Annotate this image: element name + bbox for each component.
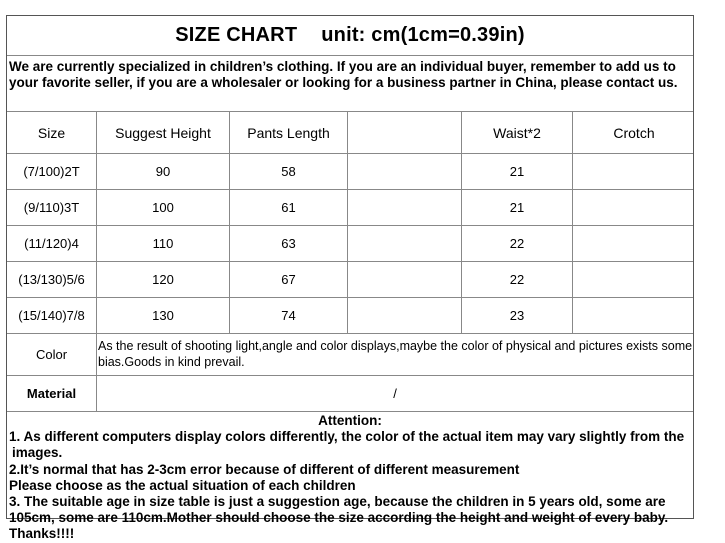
blank-cell <box>348 298 462 333</box>
waist-cell: 22 <box>462 262 573 297</box>
blank-cell <box>348 262 462 297</box>
waist-cell: 21 <box>462 154 573 189</box>
unit-text: unit: cm(1cm=0.39in) <box>321 24 525 46</box>
crotch-cell <box>573 226 695 261</box>
table-row <box>7 262 693 298</box>
blank-cell <box>348 154 462 189</box>
pants-cell: 67 <box>230 262 348 297</box>
title-text: SIZE CHART <box>175 24 298 46</box>
table-row <box>7 154 693 190</box>
header-size: Size <box>7 112 97 153</box>
height-cell: 90 <box>97 154 230 189</box>
size-chart <box>6 15 694 542</box>
height-cell: 120 <box>97 262 230 297</box>
table-row <box>7 226 693 262</box>
chart-title <box>175 24 525 47</box>
header-waist: Waist*2 <box>462 112 573 153</box>
crotch-cell <box>573 298 695 333</box>
attention-line-1: 1. As different computers display colors differently, the color of the actual item may vary slightly from the <box>9 429 685 445</box>
material-label: Material <box>7 376 97 411</box>
height-cell: 130 <box>97 298 230 333</box>
header-crotch: Crotch <box>613 124 655 141</box>
table-header-row <box>7 112 693 154</box>
color-note: As the result of shooting light,angle and color displays,maybe the color of physical and pictures exists some bias.Goods in kind prevail. <box>98 339 693 369</box>
blank-cell <box>348 190 462 225</box>
crotch-cell <box>573 154 695 189</box>
pants-cell: 63 <box>230 226 348 261</box>
pants-cell: 74 <box>230 298 348 333</box>
height-cell: 110 <box>97 226 230 261</box>
title-row <box>7 16 693 56</box>
crotch-cell <box>573 262 695 297</box>
attention-line-1-cont: images. <box>12 445 63 461</box>
color-row <box>7 334 693 376</box>
table-row <box>7 190 693 226</box>
height-cell: 100 <box>97 190 230 225</box>
attention-line-3: Please choose as the actual situation of each children <box>9 477 356 493</box>
waist-cell: 21 <box>462 190 573 225</box>
blank-cell <box>348 226 462 261</box>
color-label: Color <box>7 334 97 375</box>
size-cell: (11/120)4 <box>7 226 97 261</box>
pants-cell: 58 <box>230 154 348 189</box>
attention-section <box>7 412 693 543</box>
size-cell: (7/100)2T <box>7 154 97 189</box>
size-cell: (13/130)5/6 <box>7 262 97 297</box>
size-cell: (15/140)7/8 <box>7 298 97 333</box>
table-row <box>7 298 693 334</box>
material-row <box>7 376 693 412</box>
header-blank <box>348 112 462 153</box>
attention-line-2: 2.It’s normal that has 2-3cm error because of different of different measurement <box>9 461 520 477</box>
waist-cell: 22 <box>462 226 573 261</box>
pants-cell: 61 <box>230 190 348 225</box>
header-height: Suggest Height <box>97 112 230 153</box>
size-cell: (9/110)3T <box>7 190 97 225</box>
material-value: / <box>393 386 397 401</box>
waist-cell: 23 <box>462 298 573 333</box>
attention-heading: Attention: <box>318 413 382 428</box>
intro-text: We are currently specialized in children’s clothing. If you are an individual buyer, remember to add us to your favorite seller, if you are a wholesaler or looking for a business partner in China, please contact us. <box>7 56 693 112</box>
crotch-cell <box>573 190 695 225</box>
header-pants-length: Pants Length <box>230 112 348 153</box>
attention-line-4: 3. The suitable age in size table is just a suggestion age, because the children in 5 years old, some are 105cm, some are 110cm.Mother should choose the size according the height and weight of every baby. Thanks!!!! <box>9 494 669 542</box>
